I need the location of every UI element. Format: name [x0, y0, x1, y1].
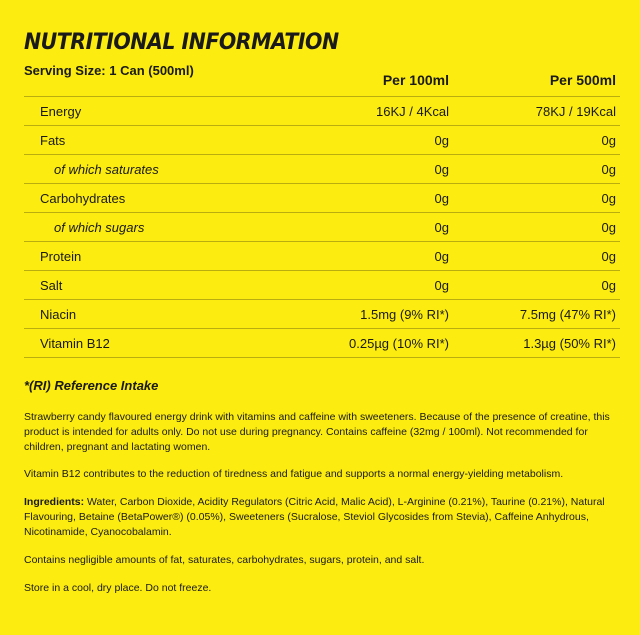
- product-description: Strawberry candy flavoured energy drink with vitamins and caffeine with sweeteners. Because of the presence of creatine, this product is intended for adults only. Do not use during pregnancy. Contains caffeine (32mg / 100ml). Not recommended for children, pregnant and lactating women.: [24, 411, 610, 453]
- value-per-500ml: 0g: [601, 161, 616, 177]
- nutrient-name: of which sugars: [54, 219, 145, 235]
- table-row-vitamin-b12: [24, 329, 620, 358]
- value-per-100ml: 0g: [434, 219, 449, 235]
- value-per-500ml: 1.3µg (50% RI*): [523, 335, 616, 351]
- nutrient-name: Energy: [40, 103, 82, 119]
- table-row-protein: [24, 242, 620, 271]
- column-header-per-500ml: Per 500ml: [549, 72, 616, 88]
- value-per-100ml: 0.25µg (10% RI*): [349, 335, 449, 351]
- value-per-100ml: 1.5mg (9% RI*): [360, 306, 449, 322]
- value-per-500ml: 0g: [601, 248, 616, 264]
- negligible-statement: Contains negligible amounts of fat, saturates, carbohydrates, sugars, protein, and salt.: [24, 554, 425, 566]
- table-row-niacin: [24, 300, 620, 329]
- reference-intake-note: *(RI) Reference Intake: [24, 378, 159, 393]
- value-per-100ml: 0g: [434, 277, 449, 293]
- value-per-500ml: 0g: [601, 219, 616, 235]
- nutrient-name: Protein: [40, 248, 82, 264]
- ingredients-label: Ingredients:: [24, 496, 85, 508]
- value-per-500ml: 0g: [601, 277, 616, 293]
- table-row-sugars: [24, 213, 620, 242]
- table-row-fats: [24, 126, 620, 155]
- ingredients-text: Water, Carbon Dioxide, Acidity Regulators (Citric Acid, Malic Acid), L-Arginine (0.21%), Taurine (0.21%), Natural Flavouring, Betaine (BetaPower®) (0.05%), Sweeteners (Sucralose, Steviol Glycosides from Stevia), Caffeine Anhydrous, Nicotinamide, Cyanocobalamin.: [24, 496, 605, 538]
- nutrient-name: of which saturates: [54, 161, 159, 177]
- storage-instructions: Store in a cool, dry place. Do not freeze.: [24, 582, 212, 594]
- table-header: [24, 64, 620, 94]
- nutrient-name: Salt: [40, 277, 63, 293]
- column-header-per-100ml: Per 100ml: [382, 72, 449, 88]
- table-row-salt: [24, 271, 620, 300]
- serving-size: Serving Size: 1 Can (500ml): [24, 63, 194, 78]
- nutrient-name: Niacin: [40, 306, 77, 322]
- value-per-100ml: 16KJ / 4Kcal: [376, 103, 449, 119]
- nutrient-name: Fats: [40, 132, 66, 148]
- table-row-energy: [24, 97, 620, 126]
- nutrition-table: [24, 96, 620, 358]
- label-content: [24, 28, 620, 596]
- ingredients: [24, 495, 620, 540]
- value-per-500ml: 7.5mg (47% RI*): [519, 306, 616, 322]
- value-per-500ml: 0g: [601, 132, 616, 148]
- page-title: NUTRITIONAL INFORMATION: [24, 30, 339, 55]
- value-per-100ml: 0g: [434, 132, 449, 148]
- nutrient-name: Carbohydrates: [40, 190, 126, 206]
- value-per-500ml: 78KJ / 19Kcal: [535, 103, 616, 119]
- nutrient-name: Vitamin B12: [40, 335, 110, 351]
- vitamin-statement: Vitamin B12 contributes to the reduction of tiredness and fatigue and supports a normal energy-yielding metabolism.: [24, 468, 564, 480]
- value-per-500ml: 0g: [601, 190, 616, 206]
- value-per-100ml: 0g: [434, 248, 449, 264]
- table-row-carbohydrates: [24, 184, 620, 213]
- value-per-100ml: 0g: [434, 161, 449, 177]
- value-per-100ml: 0g: [434, 190, 449, 206]
- table-row-saturates: [24, 155, 620, 184]
